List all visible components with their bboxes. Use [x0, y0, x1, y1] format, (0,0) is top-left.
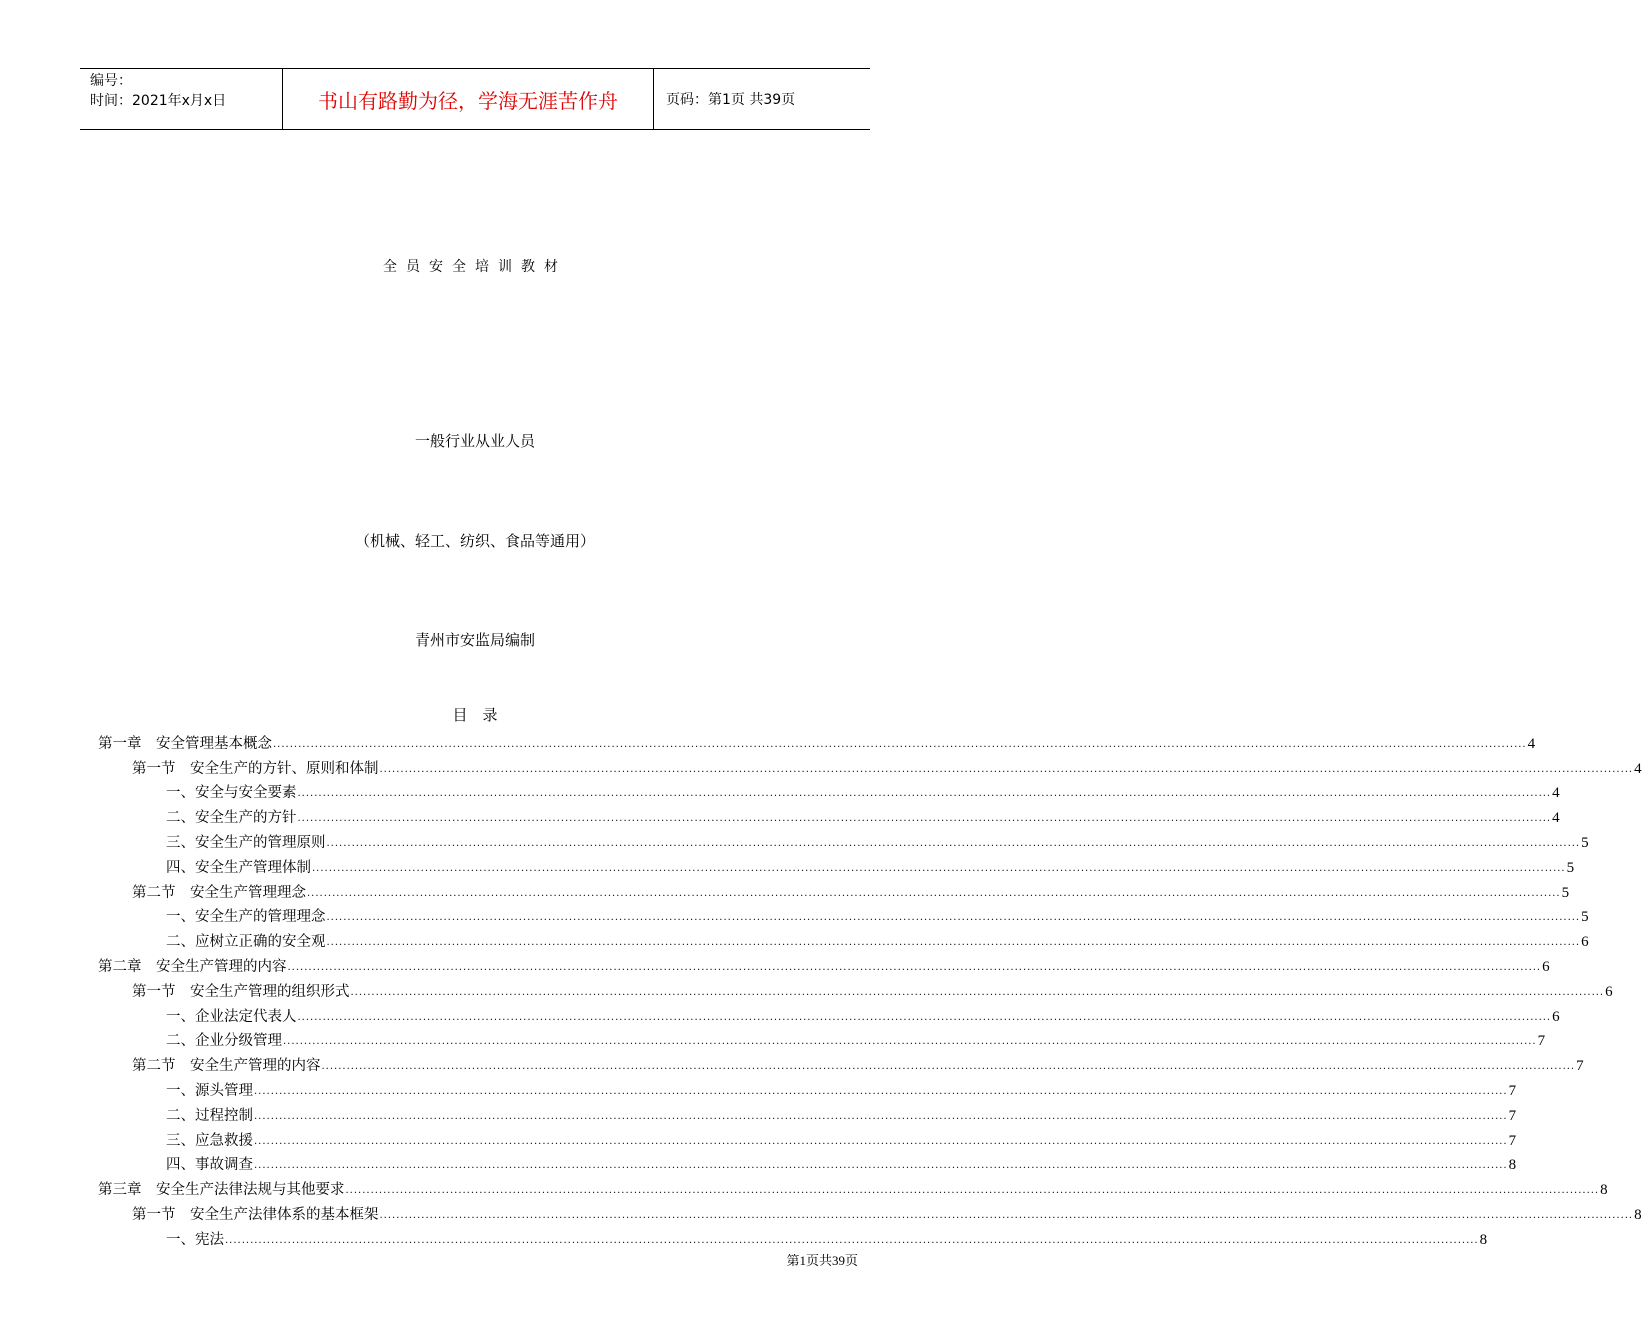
toc-entry-page: 5 [1581, 909, 1589, 926]
toc-leader-dots: ............................................................................................................................................................................................................................................................................................................ [225, 1234, 1479, 1246]
toc-entry-label: 二、企业分级管理 [166, 1033, 282, 1050]
toc-leader-dots: ............................................................................................................................................................................................................................................................................................................ [297, 1011, 1552, 1023]
toc-entry-page: 4 [1634, 760, 1642, 777]
document-number-label: 编号： [90, 73, 132, 89]
toc-entry[interactable] [98, 1224, 1488, 1249]
toc-entry-page: 8 [1479, 1231, 1488, 1248]
header-page-info: 页码：第1页 共39页 [666, 92, 796, 108]
toc-leader-dots: ............................................................................................................................................................................................................................................................................................................ [350, 986, 1605, 998]
toc-entry-page: 7 [1508, 1082, 1517, 1099]
toc-leader-dots: ............................................................................................................................................................................................................................................................................................................ [254, 1135, 1508, 1147]
toc-leader-dots: ............................................................................................................................................................................................................................................................................................................ [254, 1110, 1508, 1122]
toc-leader-dots: ............................................................................................................................................................................................................................................................................................................ [345, 1185, 1600, 1197]
toc-entry-page: 6 [1605, 983, 1613, 1000]
toc-leader-dots: ............................................................................................................................................................................................................................................................................................................ [379, 1209, 1634, 1221]
toc-entry[interactable] [98, 877, 1570, 902]
toc-entry-page: 4 [1527, 735, 1536, 752]
toc-entry-label: 第一章 安全管理基本概念 [98, 735, 272, 752]
toc-entry-label: 三、应急救援 [166, 1132, 253, 1149]
toc-entry-label: 二、安全生产的方针 [166, 810, 297, 827]
toc-entry-label: 第一节 安全生产管理的组织形式 [132, 983, 350, 1000]
toc-entry-label: 四、安全生产管理体制 [166, 859, 311, 876]
document-author: 青州市安监局编制 [414, 631, 535, 649]
toc-entry-page: 4 [1552, 810, 1560, 827]
toc-entry-label: 二、应树立正确的安全观 [166, 934, 326, 951]
toc-entry-label: 第二章 安全生产管理的内容 [98, 958, 287, 975]
table-of-contents [98, 728, 1642, 1249]
toc-entry[interactable] [98, 1150, 1517, 1175]
toc-entry-label: 二、过程控制 [166, 1107, 253, 1124]
toc-entry[interactable] [98, 951, 1550, 976]
toc-entry[interactable] [98, 902, 1589, 927]
toc-entry-page: 8 [1634, 1206, 1642, 1223]
toc-leader-dots: ............................................................................................................................................................................................................................................................................................................ [326, 837, 1581, 849]
toc-entry[interactable] [98, 1001, 1560, 1026]
toc-entry-page: 6 [1542, 958, 1550, 975]
toc-entry-page: 8 [1508, 1157, 1517, 1174]
toc-entry-label: 一、宪法 [166, 1231, 224, 1248]
toc-entry[interactable] [98, 1026, 1546, 1051]
header-motto: 书山有路勤为径，学海无涯苦作舟 [282, 69, 654, 129]
toc-entry-label: 第一节 安全生产法律体系的基本框架 [132, 1206, 379, 1223]
toc-entry-label: 一、安全生产的管理理念 [166, 909, 326, 926]
toc-entry-label: 第三章 安全生产法律法规与其他要求 [98, 1182, 345, 1199]
toc-leader-dots: ............................................................................................................................................................................................................................................................................................................ [297, 788, 1552, 800]
toc-entry-page: 7 [1508, 1107, 1517, 1124]
toc-leader-dots: ............................................................................................................................................................................................................................................................................................................ [254, 1160, 1508, 1172]
toc-entry-page: 5 [1561, 884, 1570, 901]
toc-leader-dots: ............................................................................................................................................................................................................................................................................................................ [297, 813, 1552, 825]
toc-leader-dots: ............................................................................................................................................................................................................................................................................................................ [321, 1061, 1576, 1073]
toc-heading: 目 录 [452, 706, 498, 724]
toc-leader-dots: ............................................................................................................................................................................................................................................................................................................ [254, 1085, 1508, 1097]
toc-entry[interactable] [98, 976, 1613, 1001]
header-meta [80, 69, 282, 129]
toc-entry[interactable] [98, 1174, 1608, 1199]
toc-entry-page: 7 [1537, 1033, 1546, 1050]
document-subtitle-audience: 一般行业从业人员 [414, 432, 535, 450]
toc-entry-page: 7 [1576, 1058, 1584, 1075]
toc-entry[interactable] [98, 802, 1560, 827]
toc-entry-page: 4 [1552, 785, 1560, 802]
document-title: 全员安全培训教材 [383, 259, 567, 275]
toc-entry[interactable] [98, 1050, 1584, 1075]
toc-entry-label: 一、企业法定代表人 [166, 1008, 297, 1025]
toc-entry-page: 8 [1600, 1182, 1608, 1199]
toc-entry[interactable] [98, 753, 1642, 778]
toc-entry[interactable] [98, 1075, 1517, 1100]
toc-leader-dots: ............................................................................................................................................................................................................................................................................................................ [307, 887, 1561, 899]
page-footer: 第1页共39页 [786, 1253, 858, 1268]
toc-leader-dots: ............................................................................................................................................................................................................................................................................................................ [326, 937, 1581, 949]
toc-entry-label: 三、安全生产的管理原则 [166, 834, 326, 851]
toc-leader-dots: ............................................................................................................................................................................................................................................................................................................ [379, 763, 1634, 775]
toc-entry[interactable] [98, 852, 1575, 877]
toc-leader-dots: ............................................................................................................................................................................................................................................................................................................ [326, 912, 1581, 924]
toc-leader-dots: ............................................................................................................................................................................................................................................................................................................ [312, 862, 1566, 874]
toc-entry-label: 一、安全与安全要素 [166, 785, 297, 802]
toc-entry-label: 第一节 安全生产的方针、原则和体制 [132, 760, 379, 777]
toc-entry[interactable] [98, 728, 1536, 753]
toc-entry-label: 第二节 安全生产管理的内容 [132, 1058, 321, 1075]
toc-entry-page: 6 [1581, 934, 1589, 951]
toc-entry-page: 5 [1566, 859, 1575, 876]
toc-entry[interactable] [98, 926, 1589, 951]
toc-entry[interactable] [98, 1199, 1642, 1224]
toc-entry-page: 6 [1552, 1008, 1560, 1025]
toc-leader-dots: ............................................................................................................................................................................................................................................................................................................ [287, 961, 1542, 973]
document-subtitle-scope: （机械、轻工、纺织、食品等通用） [354, 532, 595, 550]
toc-entry[interactable] [98, 827, 1589, 852]
toc-leader-dots: ............................................................................................................................................................................................................................................................................................................ [273, 738, 1527, 750]
toc-entry[interactable] [98, 1125, 1517, 1150]
toc-entry-label: 四、事故调查 [166, 1157, 253, 1174]
toc-leader-dots: ............................................................................................................................................................................................................................................................................................................ [283, 1036, 1537, 1048]
document-time-label: 时间：2021年x月x日 [90, 93, 227, 109]
toc-entry-label: 第二节 安全生产管理理念 [132, 884, 306, 901]
toc-entry[interactable] [98, 1100, 1517, 1125]
toc-entry-page: 5 [1581, 834, 1589, 851]
toc-entry-label: 一、源头管理 [166, 1082, 253, 1099]
toc-entry[interactable] [98, 778, 1560, 803]
toc-entry-page: 7 [1508, 1132, 1517, 1149]
page-header [80, 68, 870, 130]
